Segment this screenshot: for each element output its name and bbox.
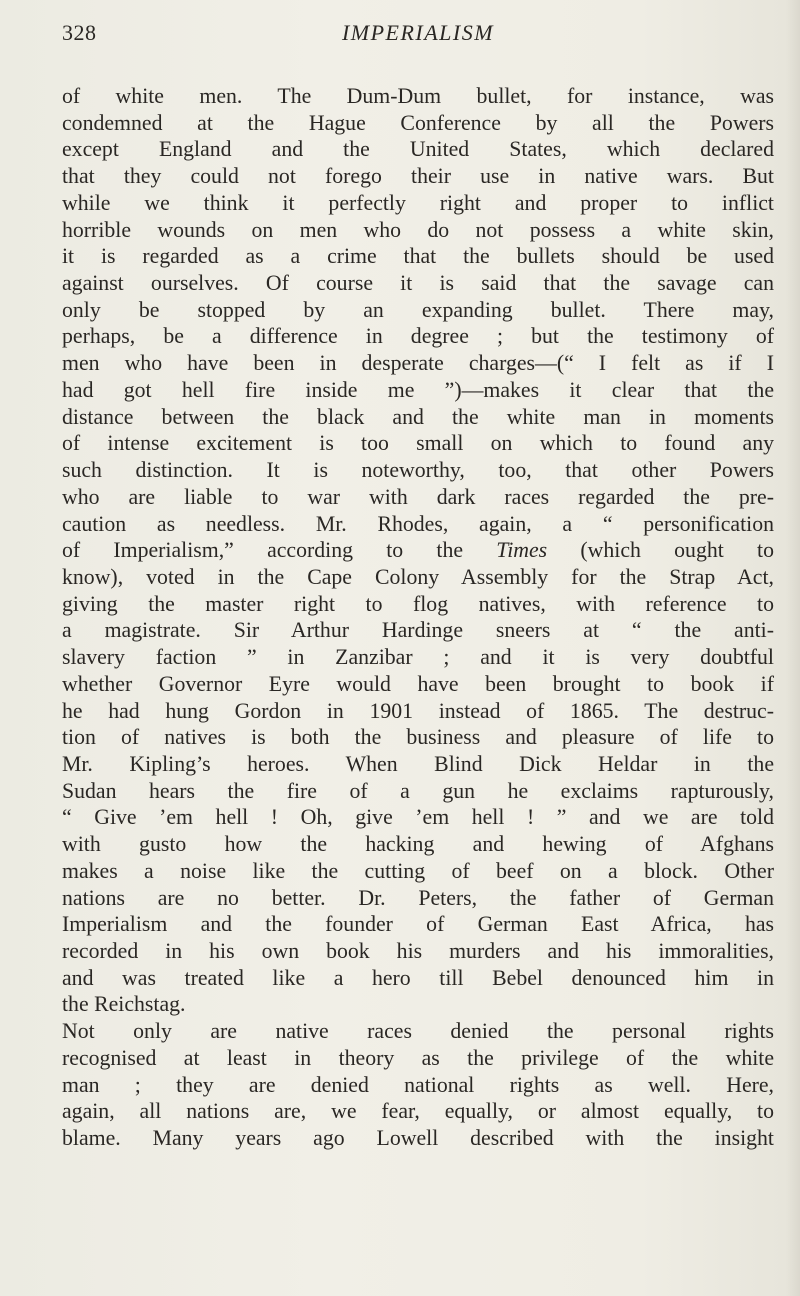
text-line: a magistrate. Sir Arthur Hardinge sneers at “ the anti-	[62, 618, 774, 643]
text-line: distance between the black and the white man in moments	[62, 404, 774, 429]
text-line: man ; they are denied national rights as well. Here,	[62, 1072, 774, 1097]
body-text	[62, 83, 774, 1152]
text-line: who are liable to war with dark races regarded the pre-	[62, 484, 774, 509]
text-line: recorded in his own book his murders and his immoralities,	[62, 939, 774, 963]
page-number: 328	[62, 20, 97, 45]
text-line: nations are no better. Dr. Peters, the father of German	[62, 885, 774, 910]
text-line: had got hell fire inside me ”)—makes it clear that the	[62, 377, 774, 402]
text-line: know), voted in the Cape Colony Assembly for the Strap Act,	[62, 564, 774, 589]
text-line: again, all nations are, we fear, equally, or almost equally, to	[62, 1099, 774, 1124]
text-line: while we think it perfectly right and proper to inflict	[62, 190, 774, 215]
text-line: with gusto how the hacking and hewing of Afghans	[62, 832, 774, 857]
text-line: and was treated like a hero till Bebel denounced him in	[62, 965, 774, 990]
text-line: recognised at least in theory as the privilege of the white	[62, 1045, 774, 1070]
text-line: Sudan hears the fire of a gun he exclaims rapturously,	[62, 778, 774, 803]
text-line: makes a noise like the cutting of beef on a block. Other	[62, 858, 774, 883]
text-line: giving the master right to flog natives, with reference to	[62, 591, 774, 616]
text-line: perhaps, be a difference in degree ; but the testimony of	[62, 324, 774, 349]
newspaper-title: Times	[496, 538, 548, 563]
text-line: of white men. The Dum-Dum bullet, for instance, was	[62, 84, 774, 108]
running-head: IMPERIALISM	[341, 20, 495, 45]
text-line: whether Governor Eyre would have been brought to book if	[62, 671, 774, 696]
text-line: “ Give ’em hell ! Oh, give ’em hell ! ” and we are told	[62, 805, 774, 830]
text-line: against ourselves. Of course it is said that the savage can	[62, 271, 774, 296]
text-line: Mr. Kipling’s heroes. When Blind Dick Heldar in the	[62, 751, 774, 776]
text-line: horrible wounds on men who do not possess a white skin,	[62, 217, 774, 242]
text-line: slavery faction ” in Zanzibar ; and it is very doubtful	[62, 645, 774, 670]
text-line: except England and the United States, which declared	[62, 137, 774, 162]
text-line: that they could not forego their use in native wars. But	[62, 164, 774, 189]
text-line: of Imperialism,” according to the Times (which ought to	[62, 538, 774, 563]
text-line: caution as needless. Mr. Rhodes, again, a “ personification	[62, 511, 774, 536]
text-line: men who have been in desperate charges—(“ I felt as if I	[62, 351, 774, 376]
text-line: Imperialism and the founder of German East Africa, has	[62, 912, 774, 937]
text-line: he had hung Gordon in 1901 instead of 1865. The destruc-	[62, 698, 774, 723]
page-edge-shadow	[786, 0, 800, 1296]
text-line: it is regarded as a crime that the bullets should be used	[62, 244, 774, 269]
text-line: condemned at the Hague Conference by all the Powers	[62, 110, 774, 135]
text-line: the Reichstag.	[62, 992, 186, 1017]
page-header	[62, 20, 774, 54]
text-line: such distinction. It is noteworthy, too, that other Powers	[62, 458, 774, 483]
text-line: Not only are native races denied the personal rights	[62, 1019, 774, 1044]
text-line: tion of natives is both the business and pleasure of life to	[62, 725, 774, 750]
text-line: only be stopped by an expanding bullet. There may,	[62, 297, 774, 322]
text-line: of intense excitement is too small on which to found any	[62, 431, 774, 456]
text-line: blame. Many years ago Lowell described with the insight	[62, 1126, 774, 1151]
